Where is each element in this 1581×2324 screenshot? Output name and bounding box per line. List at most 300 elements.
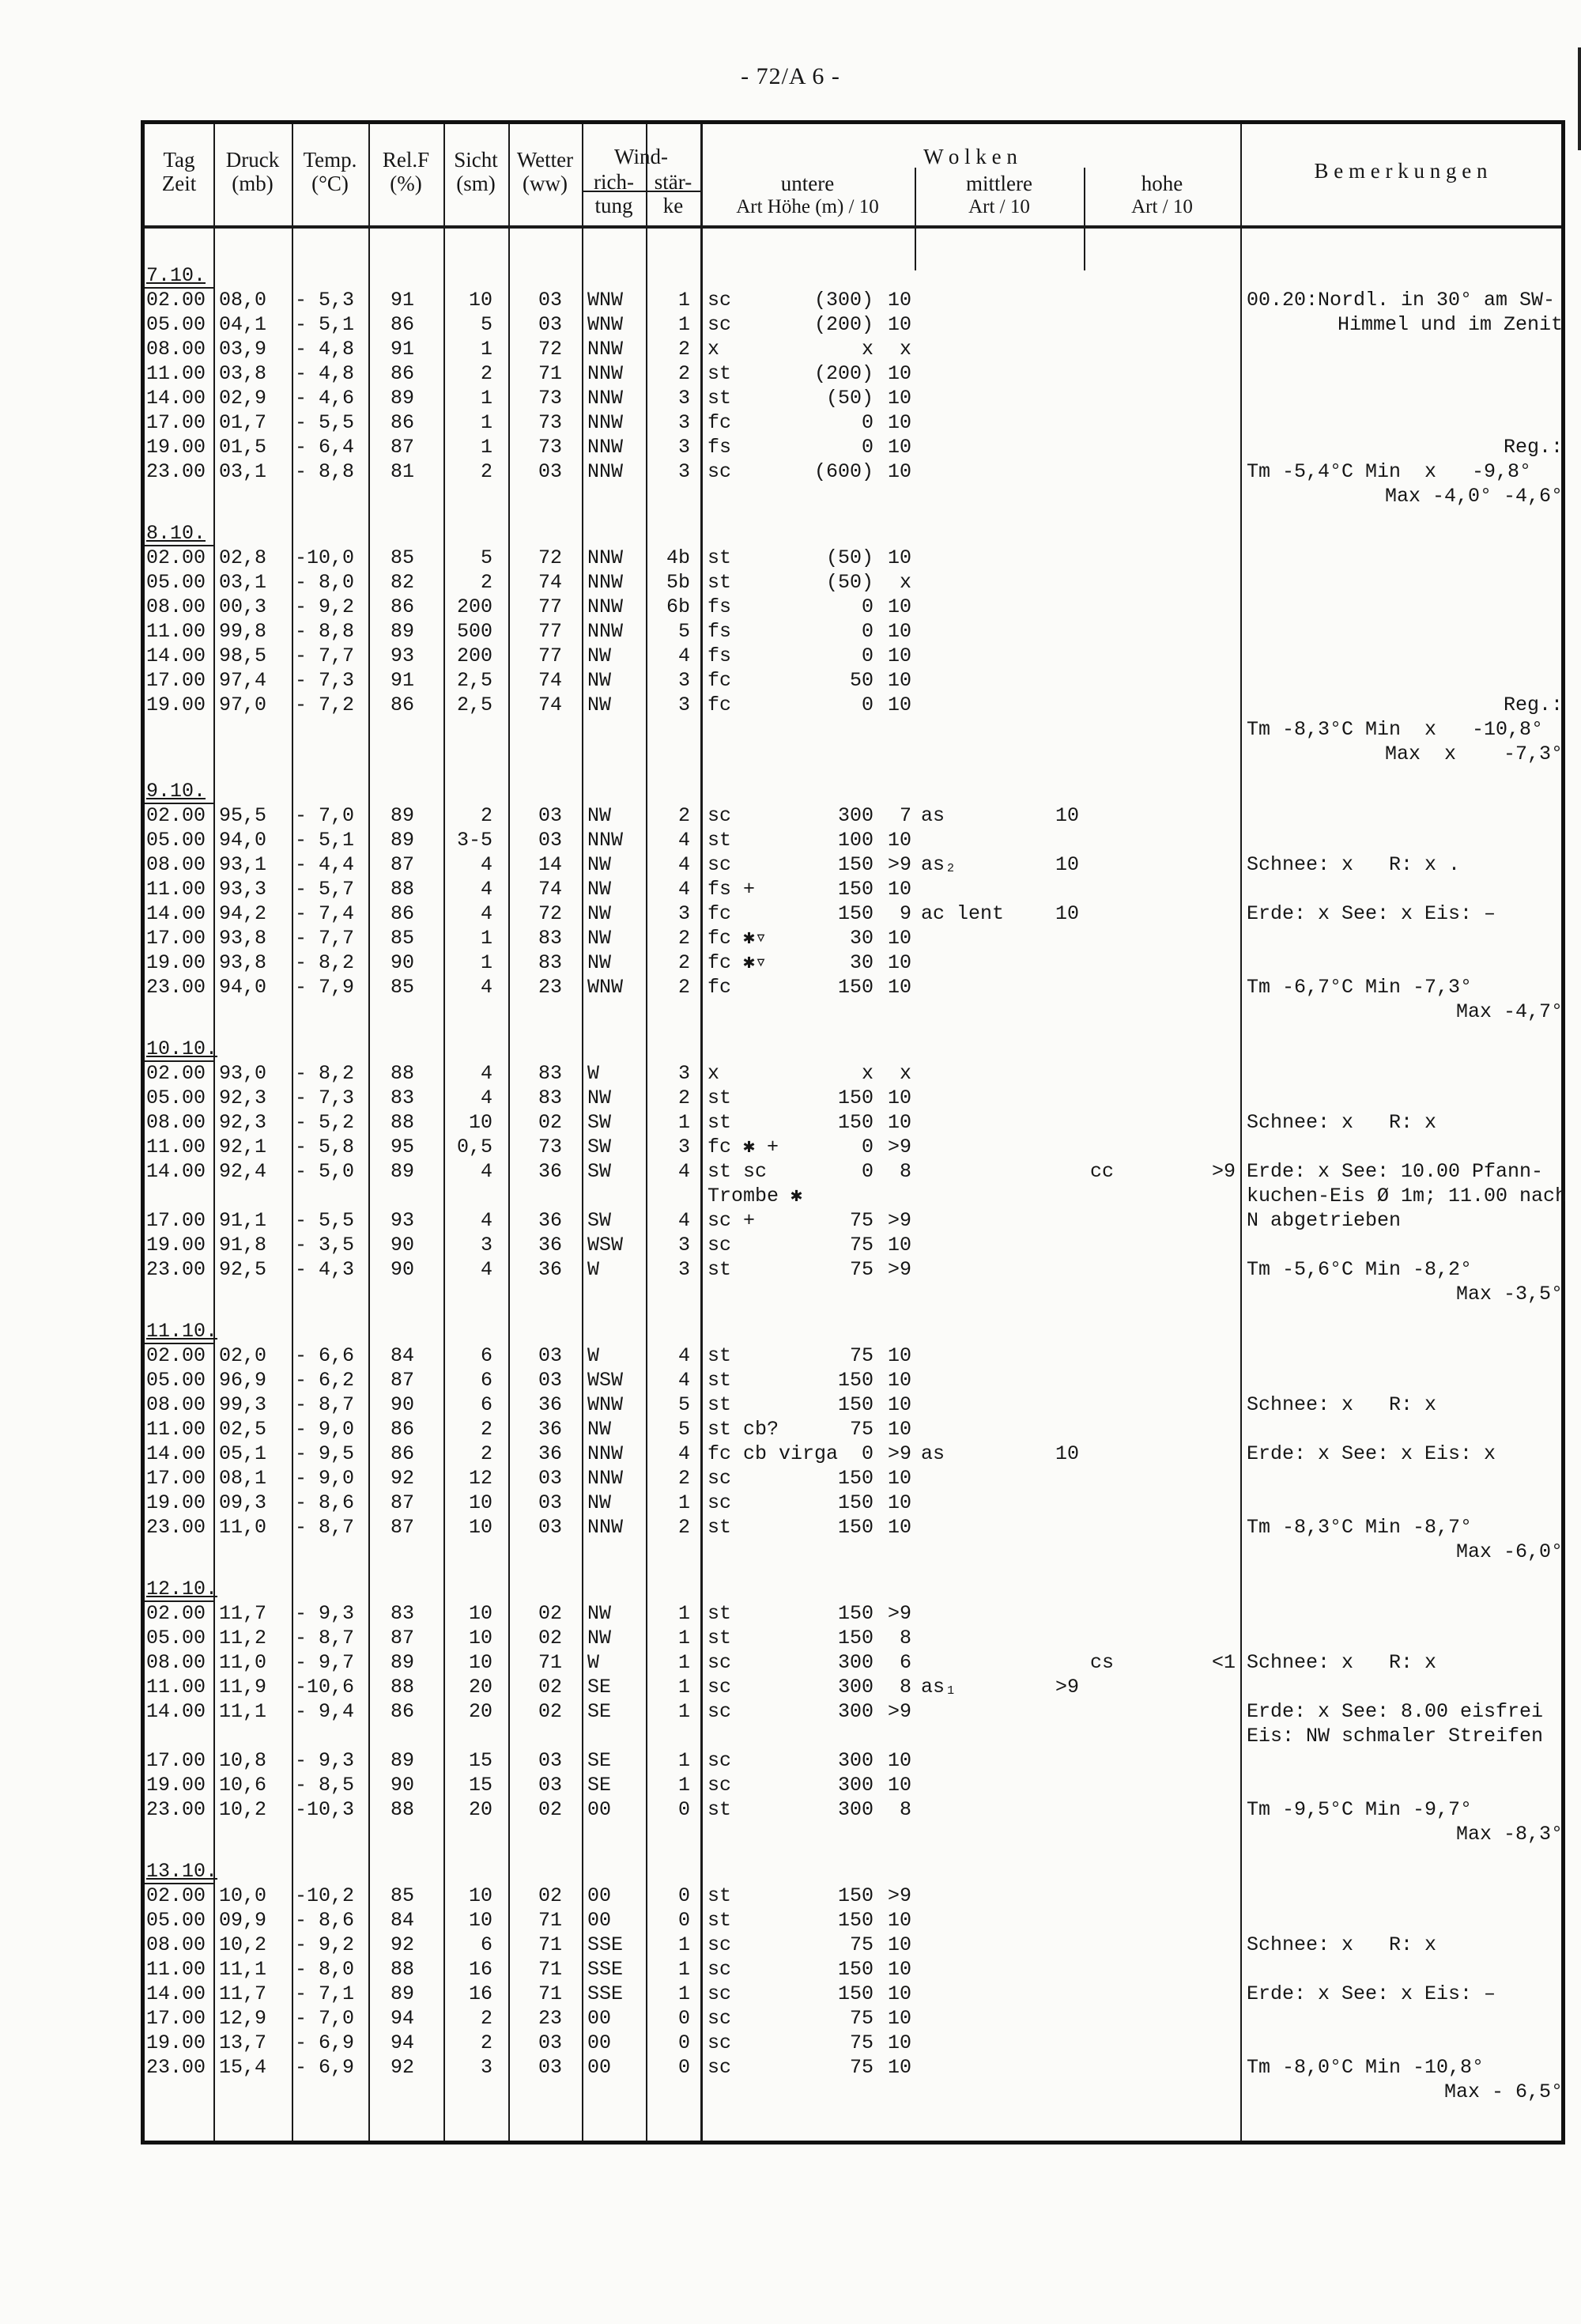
cell-pressure: 11,2 [219, 1627, 267, 1649]
cell-low-cloud-cover: >9 [887, 1884, 911, 1907]
cell-low-cloud-height: (50) [825, 387, 874, 410]
cell-wind-force: 4 [677, 853, 690, 876]
cell-humidity: 86 [390, 1418, 414, 1441]
cell-weather-code: 03 [538, 1774, 562, 1797]
cell-weather-code: 77 [538, 595, 562, 618]
cell-visibility: 1 [480, 951, 492, 974]
cell-wind-direction: NW [587, 902, 612, 925]
cell-visibility: 2 [480, 804, 492, 827]
cell-mid-cloud-cover: 10 [1055, 1442, 1079, 1465]
cell-time: 02.00 [146, 1602, 206, 1625]
cell-pressure: 97,0 [219, 693, 267, 716]
cell-low-cloud-cover: 10 [887, 1467, 911, 1490]
cell-humidity: 82 [390, 571, 414, 594]
cell-temperature: - 4,8 [295, 362, 355, 385]
cell-low-cloud-height: (200) [813, 362, 874, 385]
cell-weather-code: 83 [538, 951, 562, 974]
cell-time: 14.00 [146, 387, 206, 410]
cell-wind-force: 1 [677, 1676, 690, 1699]
cell-temperature: - 9,3 [295, 1602, 355, 1625]
cell-weather-code: 03 [538, 1369, 562, 1392]
cell-low-cloud-cover: 10 [887, 976, 911, 999]
cell-low-cloud-height: 150 [837, 1602, 874, 1625]
cell-humidity: 90 [390, 951, 414, 974]
cell-visibility: 4 [480, 878, 492, 901]
cell-time: 23.00 [146, 1516, 206, 1539]
cell-weather-code: 73 [538, 411, 562, 434]
cell-temperature: - 6,4 [295, 436, 355, 459]
cell-low-cloud-type: st [707, 362, 732, 385]
cell-humidity: 88 [390, 1062, 414, 1085]
header-wind-staerke: stär- ke [654, 170, 692, 217]
cell-wind-force: 5b [666, 571, 690, 594]
cell-low-cloud-type: fc ✱▿ [707, 927, 768, 950]
cell-weather-code: 71 [538, 1909, 562, 1932]
col-rule [1240, 124, 1242, 2141]
cell-low-cloud-height: x [861, 338, 874, 361]
cell-temperature: - 7,7 [295, 644, 355, 667]
cell-time: 23.00 [146, 460, 206, 483]
cell-wind-direction: NW [587, 1418, 612, 1441]
cell-visibility: 1 [480, 436, 492, 459]
cell-low-cloud-type: st [707, 1258, 732, 1281]
cell-wind-direction: NNW [587, 436, 624, 459]
cell-pressure: 02,8 [219, 546, 267, 569]
remark-line: Tm -6,7°C Min -7,3° [1247, 976, 1473, 999]
cell-wind-direction: NW [587, 1491, 612, 1514]
cell-wind-force: 5 [677, 620, 690, 643]
page-edge-mark [1578, 47, 1581, 150]
cell-low-cloud-type: st [707, 387, 732, 410]
cell-visibility: 20 [468, 1700, 492, 1723]
cell-wind-direction: 00 [587, 1884, 612, 1907]
cell-humidity: 89 [390, 829, 414, 852]
cell-temperature: - 9,4 [295, 1700, 355, 1723]
cell-low-cloud-cover: >9 [887, 853, 911, 876]
cell-wind-force: 3 [677, 902, 690, 925]
cell-wind-direction: NW [587, 644, 612, 667]
cell-low-cloud-height: 300 [837, 1798, 874, 1821]
header-mittlere: mittlere [966, 172, 1032, 195]
cell-wind-force: 2 [677, 1086, 690, 1109]
cell-wind-force: 3 [677, 411, 690, 434]
cell-pressure: 11,1 [219, 1700, 267, 1723]
cell-visibility: 500 [456, 620, 492, 643]
weather-log-table [141, 120, 1568, 2145]
cell-humidity: 93 [390, 1209, 414, 1232]
cell-time: 02.00 [146, 1062, 206, 1085]
cell-wind-direction: SW [587, 1136, 612, 1158]
cell-mid-cloud-cover: >9 [1055, 1676, 1079, 1699]
cell-low-cloud-height: (300) [813, 289, 874, 312]
cell-pressure: 96,9 [219, 1369, 267, 1392]
cell-low-cloud-type: st sc [707, 1160, 768, 1183]
cell-humidity: 85 [390, 927, 414, 950]
cell-pressure: 91,8 [219, 1234, 267, 1256]
cell-temperature: - 6,2 [295, 1369, 355, 1392]
remark-line: Erde: x See: 8.00 eisfrei [1247, 1700, 1544, 1723]
cell-time: 11.00 [146, 1676, 206, 1699]
cell-low-cloud-cover: 10 [887, 1111, 911, 1134]
cell-humidity: 86 [390, 411, 414, 434]
cell-visibility: 0,5 [456, 1136, 492, 1158]
cell-temperature: - 7,0 [295, 2007, 355, 2030]
cell-low-cloud-height: 75 [849, 1933, 874, 1956]
remark-line: Max -8,3° [1455, 1823, 1563, 1846]
cell-humidity: 85 [390, 976, 414, 999]
cell-wind-force: 2 [677, 951, 690, 974]
cell-wind-direction: NNW [587, 1467, 624, 1490]
cell-weather-code: 36 [538, 1234, 562, 1256]
remark-line: Schnee: x R: x [1247, 1111, 1437, 1134]
cell-wind-force: 5 [677, 1393, 690, 1416]
cell-low-cloud-height: 30 [849, 927, 874, 950]
cell-temperature: - 5,3 [295, 289, 355, 312]
cell-temperature: - 9,5 [295, 1442, 355, 1465]
cell-pressure: 09,3 [219, 1491, 267, 1514]
cell-visibility: 10 [468, 1491, 492, 1514]
cell-low-cloud-type: st cb? [707, 1418, 779, 1441]
cell-visibility: 10 [468, 1627, 492, 1649]
cell-temperature: - 9,3 [295, 1749, 355, 1772]
cell-low-cloud-type: x [707, 338, 720, 361]
cell-time: 23.00 [146, 976, 206, 999]
cell-low-cloud-type: sc [707, 1774, 732, 1797]
remark-line: Himmel und im Zenit [1337, 313, 1563, 336]
remark-line: N abgetrieben [1247, 1209, 1402, 1232]
cell-low-cloud-height: (50) [825, 571, 874, 594]
cell-humidity: 92 [390, 1933, 414, 1956]
cell-wind-direction: NW [587, 804, 612, 827]
cell-low-cloud-type: fc [707, 902, 732, 925]
remark-line: Reg.: [1503, 436, 1563, 459]
cell-wind-force: 0 [677, 1884, 690, 1907]
cell-wind-direction: WSW [587, 1234, 624, 1256]
cell-low-cloud-cover: 10 [887, 878, 911, 901]
cell-humidity: 94 [390, 2031, 414, 2054]
cell-visibility: 5 [480, 313, 492, 336]
cell-weather-code: 73 [538, 436, 562, 459]
cell-temperature: - 8,8 [295, 620, 355, 643]
cell-low-cloud-cover: 10 [887, 951, 911, 974]
cell-wind-direction: NNW [587, 1516, 624, 1539]
cell-weather-code: 36 [538, 1160, 562, 1183]
cell-low-cloud-cover: 7 [899, 804, 911, 827]
cell-low-cloud-height: 150 [837, 1086, 874, 1109]
cell-visibility: 3-5 [456, 829, 492, 852]
cell-humidity: 89 [390, 387, 414, 410]
cell-pressure: 94,0 [219, 829, 267, 852]
cell-low-cloud-height: 150 [837, 902, 874, 925]
cell-wind-force: 2 [677, 1467, 690, 1490]
cell-mid-cloud-type: as₂ [921, 853, 957, 876]
cell-visibility: 2 [480, 1442, 492, 1465]
cell-time: 23.00 [146, 1258, 206, 1281]
remark-line: Erde: x See: x Eis: – [1247, 902, 1496, 925]
cell-weather-code: 36 [538, 1442, 562, 1465]
cell-time: 05.00 [146, 571, 206, 594]
cell-time: 14.00 [146, 644, 206, 667]
cell-wind-direction: SE [587, 1774, 612, 1797]
cell-low-cloud-height: 150 [837, 1627, 874, 1649]
remark-line: Tm -9,5°C Min -9,7° [1247, 1798, 1473, 1821]
remark-line: Schnee: x R: x . [1247, 853, 1461, 876]
cell-visibility: 2 [480, 1418, 492, 1441]
cell-weather-code: 02 [538, 1884, 562, 1907]
cell-low-cloud-type: fs [707, 644, 732, 667]
cell-pressure: 03,1 [219, 571, 267, 594]
cell-visibility: 12 [468, 1467, 492, 1490]
cell-temperature: - 5,1 [295, 829, 355, 852]
cell-low-cloud-type: sc + [707, 1209, 756, 1232]
cell-pressure: 11,7 [219, 1982, 267, 2005]
cell-low-cloud-type: st [707, 546, 732, 569]
cell-wind-force: 4 [677, 644, 690, 667]
cell-pressure: 94,0 [219, 976, 267, 999]
cell-low-cloud-height: 150 [837, 1111, 874, 1134]
cell-visibility: 4 [480, 853, 492, 876]
cell-humidity: 87 [390, 1369, 414, 1392]
cell-low-cloud-height: 150 [837, 1982, 874, 2005]
cell-low-cloud-height: 150 [837, 1491, 874, 1514]
cell-low-cloud-height: 0 [861, 620, 874, 643]
cell-wind-force: 1 [677, 1111, 690, 1134]
col-rule [700, 124, 703, 2141]
cell-visibility: 5 [480, 546, 492, 569]
cell-pressure: 10,6 [219, 1774, 267, 1797]
cell-humidity: 86 [390, 1442, 414, 1465]
cell-wind-force: 1 [677, 1749, 690, 1772]
cell-temperature: - 3,5 [295, 1234, 355, 1256]
cell-visibility: 3 [480, 2056, 492, 2079]
day-date-label: 10.10. [146, 1037, 218, 1060]
cell-weather-code: 02 [538, 1700, 562, 1723]
cell-mid-cloud-type: ac lent [921, 902, 1005, 925]
cell-low-cloud-height: 0 [861, 1442, 874, 1465]
cell-time: 08.00 [146, 1651, 206, 1674]
cell-low-cloud-cover: 10 [887, 1491, 911, 1514]
cell-wind-force: 1 [677, 313, 690, 336]
remark-line: Erde: x See: 10.00 Pfann- [1247, 1160, 1544, 1183]
cell-low-cloud-type: sc [707, 1982, 732, 2005]
cell-pressure: 10,8 [219, 1749, 267, 1772]
cell-time: 19.00 [146, 1234, 206, 1256]
cell-low-cloud-height: 0 [861, 411, 874, 434]
cell-low-cloud-type: sc [707, 313, 732, 336]
cell-time: 11.00 [146, 620, 206, 643]
cell-time: 17.00 [146, 1467, 206, 1490]
remark-line: Max - 6,5° [1443, 2080, 1563, 2103]
cell-low-cloud-height: 300 [837, 1676, 874, 1699]
cell-wind-direction: SSE [587, 1958, 624, 1981]
cell-wind-force: 1 [677, 1651, 690, 1674]
cell-low-cloud-type: sc [707, 1749, 732, 1772]
cell-humidity: 81 [390, 460, 414, 483]
cell-wind-force: 2 [677, 1516, 690, 1539]
cell-mid-cloud-cover: 10 [1055, 853, 1079, 876]
cell-wind-force: 5 [677, 1418, 690, 1441]
day-date-label: 9.10. [146, 780, 206, 803]
remark-line: Schnee: x R: x [1247, 1933, 1437, 1956]
cell-wind-force: 1 [677, 1491, 690, 1514]
remark-line: Max -6,0° [1455, 1540, 1563, 1563]
cell-low-cloud-type: sc [707, 1676, 732, 1699]
day-date-label: 11.10. [146, 1320, 218, 1343]
cell-wind-direction: SW [587, 1209, 612, 1232]
cell-humidity: 86 [390, 1700, 414, 1723]
cell-temperature: - 4,8 [295, 338, 355, 361]
cell-visibility: 20 [468, 1676, 492, 1699]
cell-pressure: 99,3 [219, 1393, 267, 1416]
cell-wind-force: 1 [677, 1602, 690, 1625]
cell-time: 17.00 [146, 1209, 206, 1232]
cell-low-cloud-type: fc ✱▿ [707, 951, 768, 974]
cell-weather-code: 03 [538, 2031, 562, 2054]
cell-wind-force: 1 [677, 1700, 690, 1723]
header-hohe: hohe [1141, 172, 1183, 195]
cell-wind-direction: W [587, 1258, 600, 1281]
cell-low-cloud-height: 150 [837, 1909, 874, 1932]
cell-wind-force: 4 [677, 1160, 690, 1183]
cell-wind-force: 3 [677, 1258, 690, 1281]
page-number: - 72/A 6 - [741, 63, 840, 89]
cell-visibility: 10 [468, 1909, 492, 1932]
cell-low-cloud-cover: 10 [887, 1234, 911, 1256]
cell-weather-code: 23 [538, 2007, 562, 2030]
cell-temperature: - 7,4 [295, 902, 355, 925]
cell-visibility: 1 [480, 387, 492, 410]
cell-weather-code: 23 [538, 976, 562, 999]
cell-low-cloud-type: sc [707, 2007, 732, 2030]
cell-high-cloud-cover: <1 [1211, 1651, 1236, 1674]
header-untere-sub: Art Höhe (m) / 10 [736, 196, 879, 217]
cell-wind-force: 0 [677, 2056, 690, 2079]
cell-time: 05.00 [146, 829, 206, 852]
cell-low-cloud-type: st [707, 571, 732, 594]
remark-line: Erde: x See: x Eis: x [1247, 1442, 1496, 1465]
cell-time: 17.00 [146, 669, 206, 692]
cell-humidity: 86 [390, 693, 414, 716]
cell-temperature: - 6,6 [295, 1344, 355, 1367]
cell-visibility: 6 [480, 1369, 492, 1392]
cell-temperature: - 8,0 [295, 1958, 355, 1981]
cell-temperature: - 8,5 [295, 1774, 355, 1797]
header-rule [145, 225, 1561, 229]
cell-wind-direction: W [587, 1651, 600, 1674]
cell-low-cloud-type: st [707, 1884, 732, 1907]
cell-wind-direction: NW [587, 951, 612, 974]
cell-low-cloud-height: 150 [837, 1958, 874, 1981]
remark-line: Tm -8,3°C Min -8,7° [1247, 1516, 1473, 1539]
cell-time: 02.00 [146, 804, 206, 827]
cell-visibility: 2 [480, 571, 492, 594]
cell-temperature: - 5,8 [295, 1136, 355, 1158]
remark-line: Tm -8,0°C Min -10,8° [1247, 2056, 1485, 2079]
cell-low-cloud-type: sc [707, 804, 732, 827]
cell-temperature: - 8,2 [295, 1062, 355, 1085]
cell-wind-force: 2 [677, 362, 690, 385]
cell-temperature: - 4,4 [295, 853, 355, 876]
cell-mid-cloud-cover: 10 [1055, 902, 1079, 925]
cell-wind-direction: NW [587, 1627, 612, 1649]
cell-low-cloud-cover: x [899, 1062, 911, 1085]
cell-wind-force: 2 [677, 804, 690, 827]
cell-time: 11.00 [146, 878, 206, 901]
cell-pressure: 01,7 [219, 411, 267, 434]
cell-weather-code: 73 [538, 1136, 562, 1158]
remark-line: 00.20:Nordl. in 30° am SW- [1247, 289, 1556, 312]
cell-low-cloud-cover: 10 [887, 1344, 911, 1367]
cell-pressure: 15,4 [219, 2056, 267, 2079]
cell-visibility: 10 [468, 1651, 492, 1674]
cell-temperature: - 9,2 [295, 595, 355, 618]
cell-wind-direction: NNW [587, 829, 624, 852]
cell-temperature: -10,2 [295, 1884, 355, 1907]
header-wetter: Wetter (ww) [516, 148, 574, 195]
cell-humidity: 88 [390, 1798, 414, 1821]
cell-wind-force: 3 [677, 693, 690, 716]
header-sicht: Sicht (sm) [454, 148, 498, 195]
cell-humidity: 89 [390, 1651, 414, 1674]
cell-visibility: 4 [480, 902, 492, 925]
cell-temperature: - 7,2 [295, 693, 355, 716]
cell-time: 08.00 [146, 1393, 206, 1416]
cell-weather-code: 03 [538, 2056, 562, 2079]
cell-pressure: 10,2 [219, 1798, 267, 1821]
cell-high-cloud-type: cc [1090, 1160, 1115, 1183]
cell-low-cloud-height: (600) [813, 460, 874, 483]
cell-visibility: 2 [480, 460, 492, 483]
cell-time: 17.00 [146, 411, 206, 434]
cell-time: 19.00 [146, 951, 206, 974]
cell-low-cloud-type: fs [707, 436, 732, 459]
cell-temperature: - 8,7 [295, 1393, 355, 1416]
cell-low-cloud-cover: 10 [887, 1418, 911, 1441]
cell-low-cloud-cover: 10 [887, 546, 911, 569]
cell-low-cloud-cover: x [899, 338, 911, 361]
cell-weather-code: 71 [538, 1651, 562, 1674]
cell-low-cloud-type: st [707, 1909, 732, 1932]
cell-time: 19.00 [146, 436, 206, 459]
cell-low-cloud-height: x [861, 1062, 874, 1085]
header-hohe-sub: Art / 10 [1131, 196, 1193, 217]
cell-weather-code: 03 [538, 1344, 562, 1367]
cell-humidity: 87 [390, 1491, 414, 1514]
cell-weather-code: 71 [538, 362, 562, 385]
cell-low-cloud-height: 150 [837, 1884, 874, 1907]
cell-pressure: 93,3 [219, 878, 267, 901]
cell-wind-force: 1 [677, 1982, 690, 2005]
cell-pressure: 03,8 [219, 362, 267, 385]
cell-low-cloud-cover: >9 [887, 1209, 911, 1232]
cell-weather-code: 36 [538, 1393, 562, 1416]
cell-time: 02.00 [146, 546, 206, 569]
cell-visibility: 3 [480, 1234, 492, 1256]
cell-visibility: 200 [456, 595, 492, 618]
cell-low-cloud-type: sc [707, 1651, 732, 1674]
cell-low-cloud-cover: 10 [887, 829, 911, 852]
cell-wind-direction: 00 [587, 2031, 612, 2054]
cell-weather-code: 74 [538, 669, 562, 692]
cell-humidity: 90 [390, 1774, 414, 1797]
cell-low-cloud-cover: 10 [887, 411, 911, 434]
cell-temperature: - 7,1 [295, 1982, 355, 2005]
cell-pressure: 93,1 [219, 853, 267, 876]
cell-wind-force: 1 [677, 1958, 690, 1981]
cell-weather-code: 03 [538, 1491, 562, 1514]
cell-mid-cloud-cover: 10 [1055, 804, 1079, 827]
cell-visibility: 10 [468, 1111, 492, 1134]
